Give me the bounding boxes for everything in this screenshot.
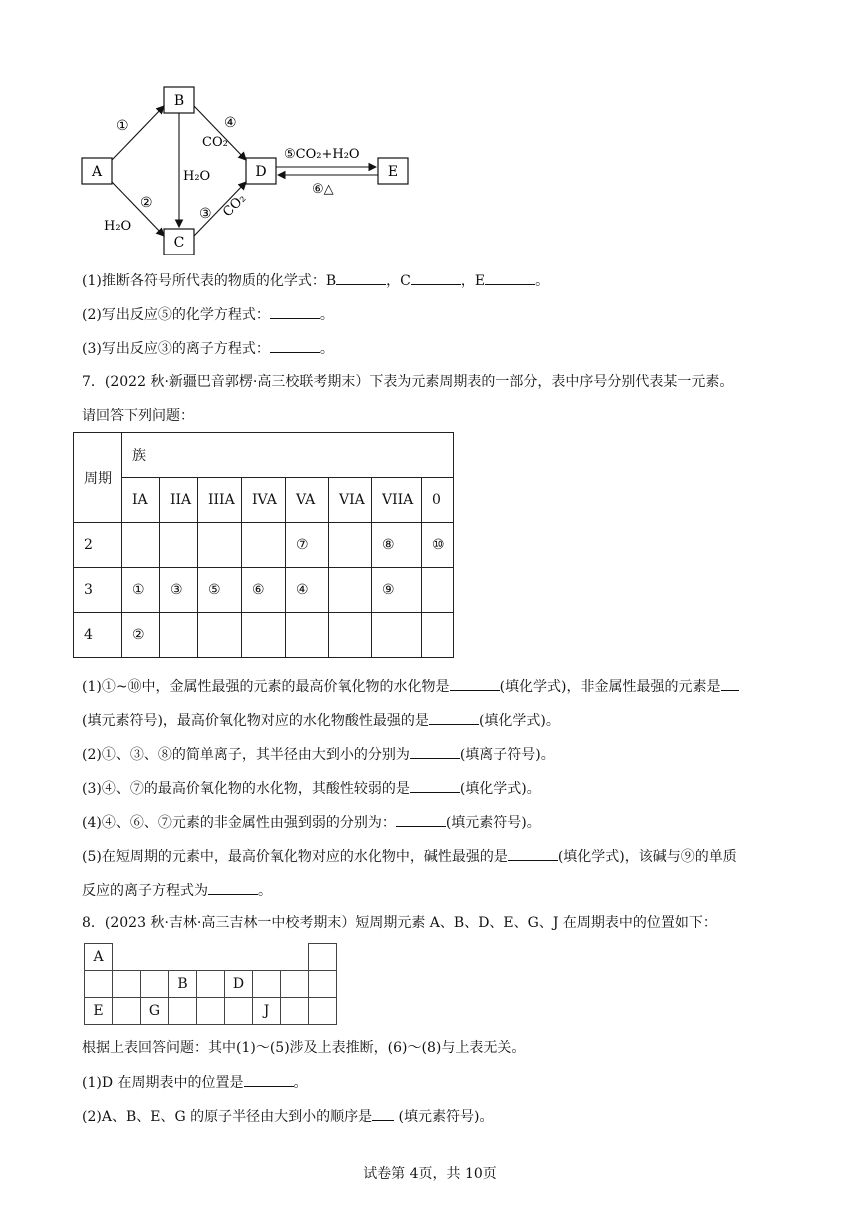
table-cell: ③: [160, 568, 198, 613]
svg-text:A: A: [91, 164, 103, 180]
node-b: [164, 87, 194, 113]
answer-blank[interactable]: [721, 676, 739, 691]
period-header: 周期: [74, 433, 122, 523]
table-cell: [242, 523, 286, 568]
label-r4-reagent: CO₂: [202, 135, 228, 150]
group-label: 0: [422, 478, 454, 523]
answer-blank[interactable]: [429, 710, 479, 725]
table-cell: ⑦: [286, 523, 329, 568]
table-cell: ⑤: [198, 568, 242, 613]
table-cell: [329, 523, 372, 568]
label-r5: ⑤CO₂+H₂O: [284, 147, 360, 162]
table-cell: ④: [286, 568, 329, 613]
grid-cell: [85, 971, 113, 998]
grid-gap: [281, 944, 309, 971]
answer-blank[interactable]: [208, 880, 258, 895]
svg-text:E: E: [387, 164, 399, 180]
q7-part5-line2: 反应的离子方程式为 。: [82, 880, 272, 901]
table-cell: ⑥: [242, 568, 286, 613]
answer-blank[interactable]: [410, 778, 460, 793]
grid-cell: [309, 971, 337, 998]
grid-cell: G: [141, 998, 169, 1025]
label-bc-reagent: H₂O: [183, 169, 211, 184]
label-r3-reagent: CO₂: [220, 191, 250, 221]
grid-cell: [197, 971, 225, 998]
group-label: VIA: [329, 478, 372, 523]
grid-cell: [141, 971, 169, 998]
q8-part2: (2)A、B、E、G 的原子半径由大到小的顺序是 (填元素符号)。: [82, 1106, 493, 1127]
table-cell: [329, 613, 372, 658]
answer-blank-eq3[interactable]: [270, 338, 320, 353]
grid-row: [85, 944, 337, 971]
table-cell: [122, 523, 160, 568]
grid-gap: [113, 944, 141, 971]
label-r3: ③: [199, 206, 212, 222]
table-cell: [160, 523, 198, 568]
grid-cell: [281, 971, 309, 998]
q7-part5-line1: (5)在短周期的元素中，最高价氧化物对应的水化物中，碱性最强的是 (填化学式)，该碱与⑨的单质: [82, 846, 737, 867]
q7-part2: (2)①、③、⑧的简单离子，其半径由大到小的分别为 (填离子符号)。: [82, 744, 555, 765]
group-label: IVA: [242, 478, 286, 523]
q7-part4: (4)④、⑥、⑦元素的非金属性由强到弱的分别为： (填元素符号)。: [82, 812, 541, 833]
q7-part3: (3)④、⑦的最高价氧化物的水化物，其酸性较弱的是 (填化学式)。: [82, 778, 541, 799]
label-r4: ④: [224, 115, 237, 131]
table-cell: [286, 613, 329, 658]
answer-blank-b[interactable]: [336, 270, 386, 285]
table-cell: [422, 613, 454, 658]
q7-title-2: 请回答下列问题：: [82, 408, 194, 424]
grid-cell: [253, 971, 281, 998]
table-cell: [329, 568, 372, 613]
grid-cell: D: [225, 971, 253, 998]
group-header: 族: [122, 433, 454, 478]
label-r1: ①: [116, 118, 129, 134]
q6-part2: (2)写出反应⑤的化学方程式： 。: [82, 304, 334, 325]
svg-text:B: B: [173, 93, 185, 109]
node-d: [246, 158, 276, 184]
table-cell: ①: [122, 568, 160, 613]
group-label: IIIA: [198, 478, 242, 523]
grid-cell: [169, 998, 197, 1025]
q8-part1: (1)D 在周期表中的位置是 。: [82, 1072, 308, 1093]
svg-text:D: D: [255, 164, 267, 180]
period-label: 3: [74, 568, 122, 613]
table-row: [74, 613, 454, 658]
grid-cell: [225, 998, 253, 1025]
period-label: 4: [74, 613, 122, 658]
svg-text:C: C: [173, 235, 185, 251]
element-grid: [84, 943, 337, 1025]
answer-blank[interactable]: [396, 812, 446, 827]
answer-blank-eq5[interactable]: [270, 304, 320, 319]
table-cell: [372, 613, 422, 658]
period-label: 2: [74, 523, 122, 568]
label-r2-reagent: H₂O: [104, 219, 132, 234]
group-label: IIA: [160, 478, 198, 523]
node-a: [82, 158, 112, 184]
table-cell: ⑨: [372, 568, 422, 613]
answer-blank[interactable]: [410, 744, 460, 759]
grid-cell: [281, 998, 309, 1025]
label-r2: ②: [140, 195, 153, 211]
answer-blank[interactable]: [244, 1072, 294, 1087]
table-cell: [160, 613, 198, 658]
group-label: IA: [122, 478, 160, 523]
grid-gap: [141, 944, 169, 971]
table-cell: [198, 523, 242, 568]
q8-title: 8．(2023 秋·吉林·高三吉林一中校考期末）短周期元素 A、B、D、E、G、J 在周期表中的位置如下：: [82, 915, 717, 931]
q8-intro: 根据上表回答问题：其中(1)～(5)涉及上表推断，(6)～(8)与上表无关。: [82, 1040, 526, 1056]
grid-gap: [197, 944, 225, 971]
grid-cell: [197, 998, 225, 1025]
grid-cell: J: [253, 998, 281, 1025]
answer-blank-c[interactable]: [411, 270, 461, 285]
table-cell: [242, 613, 286, 658]
node-c: [164, 229, 194, 255]
grid-row: [85, 998, 337, 1025]
q7-part1-line1: (1)①~⑩中，金属性最强的元素的最高价氧化物的水化物是 (填化学式)，非金属性最强的元素是: [82, 676, 739, 697]
grid-cell: [309, 998, 337, 1025]
table-cell: [422, 568, 454, 613]
page-footer: 试卷第 4页，共 10页: [363, 1166, 497, 1182]
q6-part3: (3)写出反应③的离子方程式： 。: [82, 338, 334, 359]
grid-gap: [253, 944, 281, 971]
q7-title: 7．(2022 秋·新疆巴音郭楞·高三校联考期末）下表为元素周期表的一部分，表中序号分别代表某一元素。: [82, 374, 734, 390]
periodic-table: [73, 432, 454, 658]
group-label: VA: [286, 478, 329, 523]
group-label: VIIA: [372, 478, 422, 523]
table-cell: [198, 613, 242, 658]
answer-blank[interactable]: [450, 676, 500, 691]
table-row: [74, 568, 454, 613]
grid-cell: [113, 971, 141, 998]
q7-part1-line2: (填元素符号)，最高价氧化物对应的水化物酸性最强的是 (填化学式)。: [82, 710, 560, 731]
grid-cell: A: [85, 944, 113, 971]
group-row: [74, 478, 454, 523]
grid-cell: [113, 998, 141, 1025]
grid-cell: E: [85, 998, 113, 1025]
grid-cell: [309, 944, 337, 971]
table-row: [74, 523, 454, 568]
label-r6: ⑥△: [312, 182, 334, 197]
reaction-diagram: [70, 80, 510, 255]
grid-row: [85, 971, 337, 998]
grid-gap: [225, 944, 253, 971]
grid-cell: B: [169, 971, 197, 998]
answer-blank[interactable]: [508, 846, 558, 861]
answer-blank[interactable]: [372, 1106, 394, 1121]
table-cell: ⑧: [372, 523, 422, 568]
answer-blank-e[interactable]: [485, 270, 535, 285]
node-e: [378, 158, 408, 184]
table-cell: ⑩: [422, 523, 454, 568]
table-cell: ②: [122, 613, 160, 658]
q6-part1: (1)推断各符号所代表的物质的化学式：B ，C ，E 。: [82, 270, 549, 291]
grid-gap: [169, 944, 197, 971]
arrow-b-d: [194, 106, 246, 160]
